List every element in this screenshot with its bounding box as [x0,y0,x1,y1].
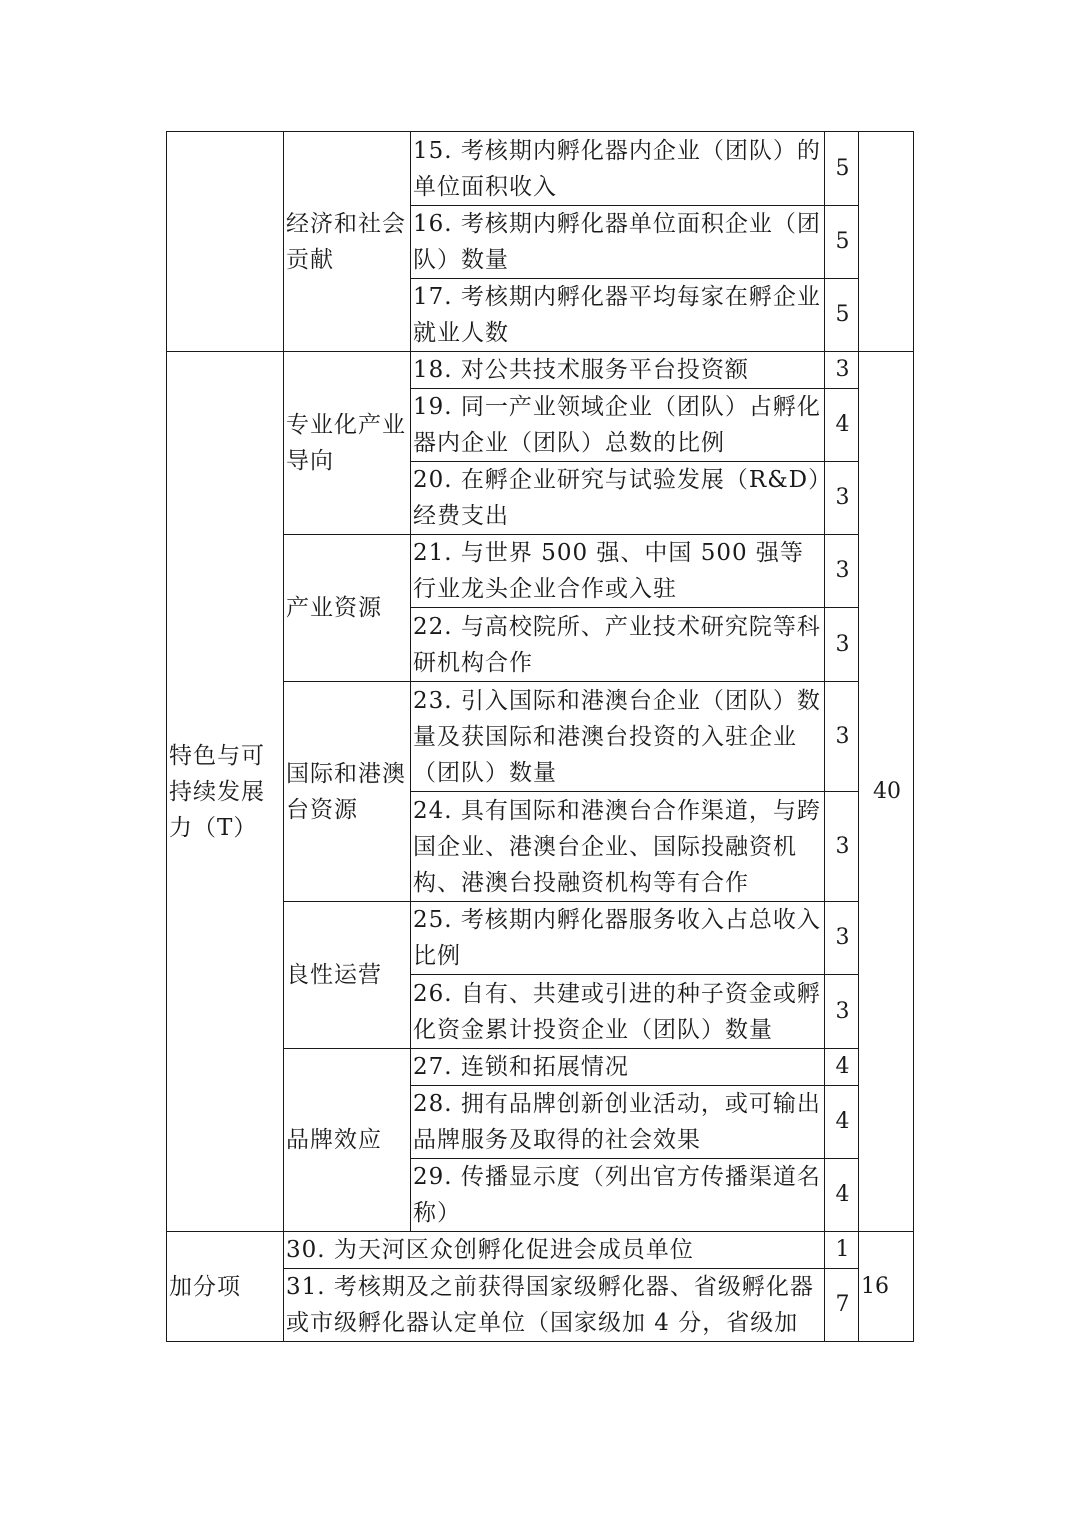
indicator-cell: 15. 考核期内孵化器内企业（团队）的单位面积收入 [411,132,825,206]
indicator-cell: 18. 对公共技术服务平台投资额 [411,352,825,389]
category-cell [167,132,284,352]
table-row [167,352,914,389]
score-cell: 5 [825,132,859,206]
subcategory-cell: 良性运营 [284,902,411,1049]
indicator-cell: 30. 为天河区众创孵化促进会成员单位 [284,1232,825,1269]
score-cell: 3 [825,682,859,792]
total-cell [859,132,914,352]
indicator-cell: 24. 具有国际和港澳台合作渠道，与跨国企业、港澳台企业、国际投融资机构、港澳台投融资机构等有合作 [411,792,825,902]
score-cell: 7 [825,1269,859,1342]
score-cell: 1 [825,1232,859,1269]
total-cell: 40 [859,352,914,1232]
indicator-cell: 21. 与世界 500 强、中国 500 强等行业龙头企业合作或入驻 [411,535,825,608]
subcategory-cell: 国际和港澳台资源 [284,682,411,902]
score-cell: 4 [825,1159,859,1232]
indicator-cell: 23. 引入国际和港澳台企业（团队）数量及获国际和港澳台投资的入驻企业（团队）数量 [411,682,825,792]
category-cell: 特色与可持续发展力（T） [167,352,284,1232]
score-cell: 3 [825,975,859,1049]
score-cell: 3 [825,608,859,682]
subcategory-cell: 产业资源 [284,535,411,682]
indicator-cell: 17. 考核期内孵化器平均每家在孵企业就业人数 [411,279,825,352]
total-cell: 16 [859,1232,914,1342]
indicator-cell: 22. 与高校院所、产业技术研究院等科研机构合作 [411,608,825,682]
score-cell: 3 [825,462,859,535]
score-cell: 4 [825,1049,859,1086]
indicator-cell: 31. 考核期及之前获得国家级孵化器、省级孵化器或市级孵化器认定单位（国家级加 4 分，省级加 [284,1269,825,1342]
score-cell: 3 [825,792,859,902]
indicator-cell: 27. 连锁和拓展情况 [411,1049,825,1086]
evaluation-table [166,131,914,1342]
subcategory-cell: 专业化产业导向 [284,352,411,535]
subcategory-cell: 经济和社会贡献 [284,132,411,352]
score-cell: 5 [825,279,859,352]
score-cell: 3 [825,902,859,975]
indicator-cell: 19. 同一产业领域企业（团队）占孵化器内企业（团队）总数的比例 [411,389,825,462]
score-cell: 4 [825,389,859,462]
category-cell: 加分项 [167,1232,284,1342]
indicator-cell: 26. 自有、共建或引进的种子资金或孵化资金累计投资企业（团队）数量 [411,975,825,1049]
indicator-cell: 28. 拥有品牌创新创业活动，或可输出品牌服务及取得的社会效果 [411,1086,825,1159]
subcategory-cell: 品牌效应 [284,1049,411,1232]
score-cell: 3 [825,535,859,608]
score-cell: 5 [825,206,859,279]
table-row [167,1232,914,1269]
indicator-cell: 25. 考核期内孵化器服务收入占总收入比例 [411,902,825,975]
indicator-cell: 29. 传播显示度（列出官方传播渠道名称） [411,1159,825,1232]
score-cell: 4 [825,1086,859,1159]
table-row [167,132,914,206]
indicator-cell: 16. 考核期内孵化器单位面积企业（团队）数量 [411,206,825,279]
indicator-cell: 20. 在孵企业研究与试验发展（R&D）经费支出 [411,462,825,535]
score-cell: 3 [825,352,859,389]
